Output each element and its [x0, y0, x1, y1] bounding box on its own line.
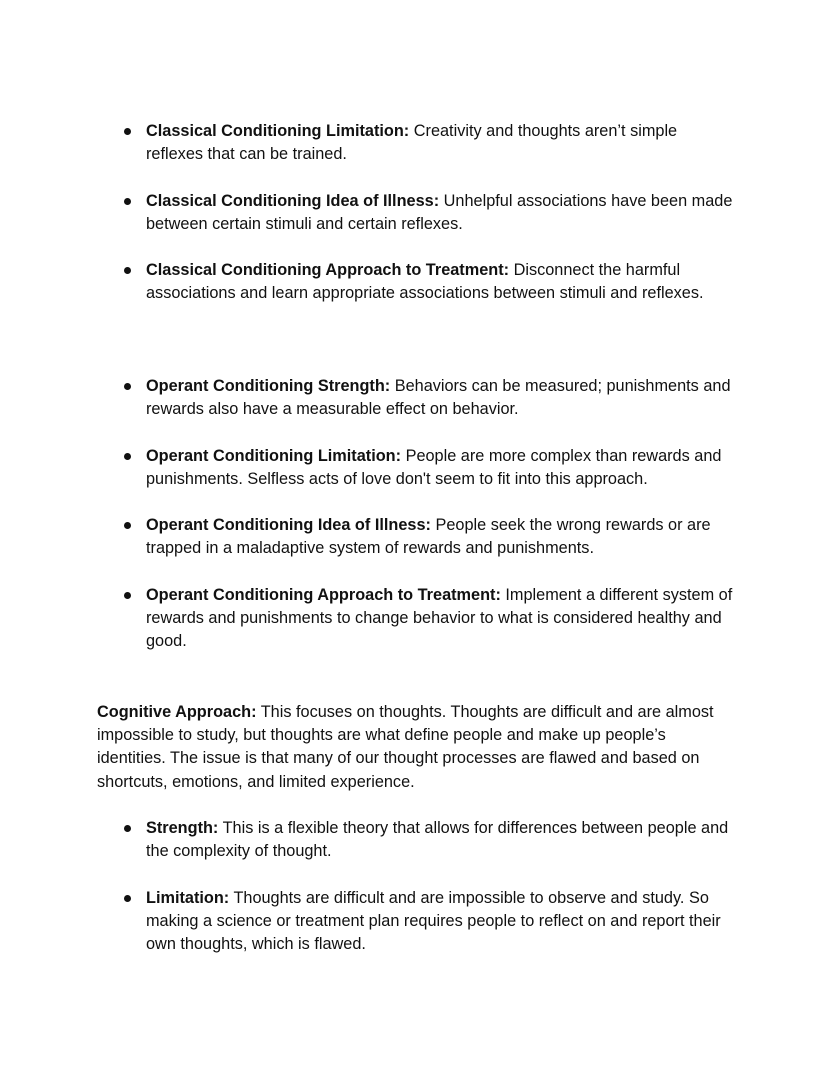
item-term: Classical Conditioning Approach to Treatment:: [146, 261, 510, 280]
bullet-icon: [124, 198, 131, 205]
item-text: Thoughts are difficult and are impossible to observe and study. So making a science or treatment plan requires people to reflect on and report their own thoughts, which is flawed.: [146, 888, 721, 953]
item-text: Disconnect the harmful associations and learn appropriate associations between stimuli and reflexes.: [146, 261, 704, 303]
bullet-icon: [124, 383, 131, 390]
item-term: Operant Conditioning Strength:: [146, 377, 391, 395]
bullet-icon: [124, 128, 131, 135]
list-item: [0, 887, 828, 957]
item-text: Implement a different system of rewards and punishments to change behavior to what is considered healthy and good.: [146, 585, 733, 651]
cognitive-approach-paragraph: [97, 701, 737, 794]
item-text: People seek the wrong rewards or are trapped in a maladaptive system of rewards and punishments.: [146, 516, 711, 558]
item-term: Operant Conditioning Idea of Illness:: [146, 516, 431, 535]
item-term: Strength:: [146, 819, 219, 837]
list-item: [0, 584, 828, 654]
item-term: Classical Conditioning Idea of Illness:: [146, 191, 440, 210]
cognitive-approach-term: Cognitive Approach:: [97, 703, 257, 721]
item-term: Operant Conditioning Limitation:: [146, 446, 402, 465]
bullet-icon: [124, 825, 131, 832]
list-item: [0, 259, 828, 305]
bullet-icon: [124, 453, 131, 460]
item-term: Limitation:: [146, 888, 230, 907]
bullet-icon: [124, 592, 131, 599]
list-item: [0, 514, 828, 560]
list-item: [0, 445, 828, 491]
item-term: Classical Conditioning Limitation:: [146, 122, 410, 140]
item-term: Operant Conditioning Approach to Treatment:: [146, 585, 501, 604]
list-item: [0, 120, 828, 166]
cognitive-approach-text: This focuses on thoughts. Thoughts are difficult and are almost impossible to study, but thoughts are what define people and make up people’s identities. The issue is that many of our thought processes are flawed and based on shortcuts, emotions, and limited experience.: [97, 703, 714, 791]
bullet-icon: [124, 522, 131, 529]
item-text: This is a flexible theory that allows for differences between people and the complexity of thought.: [146, 819, 729, 861]
list-item: [0, 190, 828, 236]
bullet-icon: [124, 267, 131, 274]
item-text: People are more complex than rewards and punishments. Selfless acts of love don't seem to fit into this approach.: [146, 446, 722, 488]
bullet-icon: [124, 895, 131, 902]
list-item: [0, 817, 828, 863]
item-text: Creativity and thoughts aren’t simple reflexes that can be trained.: [146, 122, 678, 164]
item-text: Unhelpful associations have been made between certain stimuli and certain reflexes.: [146, 191, 733, 233]
cognitive-approach-list: [0, 817, 828, 956]
operant-conditioning-list: [0, 375, 828, 653]
classical-conditioning-list: [0, 120, 828, 306]
item-text: Behaviors can be measured; punishments and rewards also have a measurable effect on behavior.: [146, 377, 731, 419]
list-item: [0, 375, 828, 421]
